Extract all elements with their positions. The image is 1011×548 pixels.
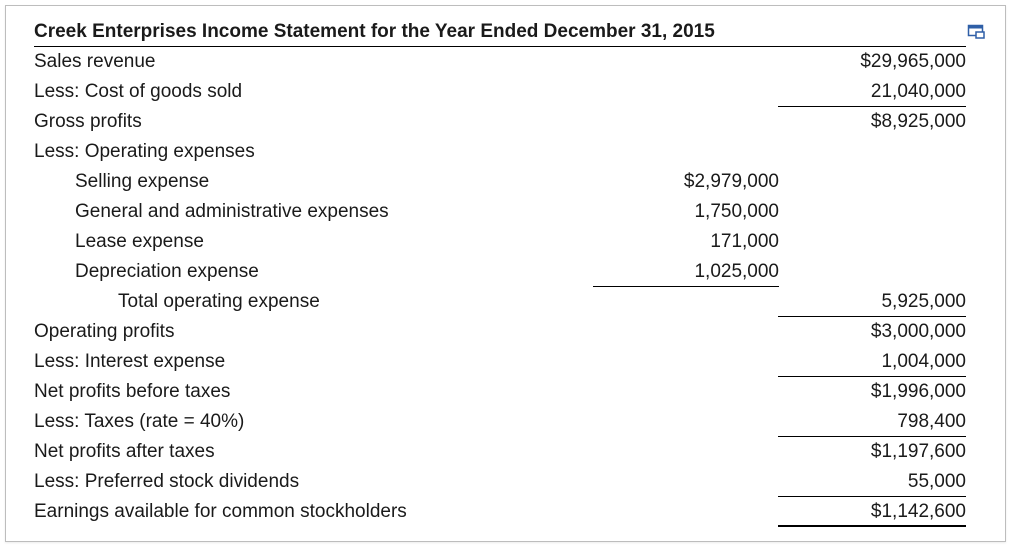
table-row bbox=[34, 107, 966, 137]
table-row bbox=[34, 467, 966, 497]
row-label: Selling expense bbox=[75, 171, 210, 192]
table-row bbox=[34, 407, 966, 437]
row-amount: 5,925,000 bbox=[778, 287, 966, 317]
row-amount: $8,925,000 bbox=[870, 111, 966, 132]
row-label: Less: Taxes (rate = 40%) bbox=[34, 411, 245, 432]
row-amount: 798,400 bbox=[778, 407, 966, 437]
popout-window-icon[interactable] bbox=[967, 24, 987, 40]
table-row bbox=[34, 167, 966, 197]
row-label: Operating profits bbox=[34, 321, 175, 342]
table-row bbox=[34, 197, 966, 227]
row-label: Depreciation expense bbox=[75, 261, 259, 282]
row-amount: $3,000,000 bbox=[870, 321, 966, 342]
table-row bbox=[34, 257, 966, 287]
row-subamount: 171,000 bbox=[710, 231, 779, 252]
row-label: Net profits before taxes bbox=[34, 381, 231, 402]
row-label: Gross profits bbox=[34, 111, 142, 132]
row-amount: $29,965,000 bbox=[860, 51, 966, 72]
table-row bbox=[34, 377, 966, 407]
income-statement bbox=[34, 17, 966, 527]
row-amount: 55,000 bbox=[778, 467, 966, 497]
row-label: Less: Preferred stock dividends bbox=[34, 471, 300, 492]
table-row bbox=[34, 77, 966, 107]
table-row bbox=[34, 47, 966, 77]
statement-panel bbox=[5, 5, 1006, 542]
row-label: General and administrative expenses bbox=[75, 201, 389, 222]
table-row bbox=[34, 497, 966, 527]
row-label: Total operating expense bbox=[118, 291, 320, 312]
row-label: Lease expense bbox=[75, 231, 204, 252]
row-amount: 21,040,000 bbox=[778, 77, 966, 107]
table-row bbox=[34, 287, 966, 317]
table-row bbox=[34, 227, 966, 257]
row-amount: 1,004,000 bbox=[778, 347, 966, 377]
row-amount: $1,142,600 bbox=[778, 497, 966, 527]
table-row bbox=[34, 317, 966, 347]
table-row bbox=[34, 437, 966, 467]
row-amount: $1,996,000 bbox=[870, 381, 966, 402]
row-subamount: 1,750,000 bbox=[694, 201, 779, 222]
row-label: Less: Operating expenses bbox=[34, 141, 255, 162]
row-label: Sales revenue bbox=[34, 51, 156, 72]
table-row bbox=[34, 347, 966, 377]
row-label: Net profits after taxes bbox=[34, 441, 215, 462]
table-row bbox=[34, 137, 966, 167]
row-amount: $1,197,600 bbox=[870, 441, 966, 462]
statement-title: Creek Enterprises Income Statement for the Year Ended December 31, 2015 bbox=[34, 17, 966, 47]
row-label: Earnings available for common stockholders bbox=[34, 501, 407, 522]
row-subamount: 1,025,000 bbox=[593, 257, 779, 287]
row-label: Less: Cost of goods sold bbox=[34, 81, 243, 102]
row-subamount: $2,979,000 bbox=[683, 171, 779, 192]
row-label: Less: Interest expense bbox=[34, 351, 226, 372]
